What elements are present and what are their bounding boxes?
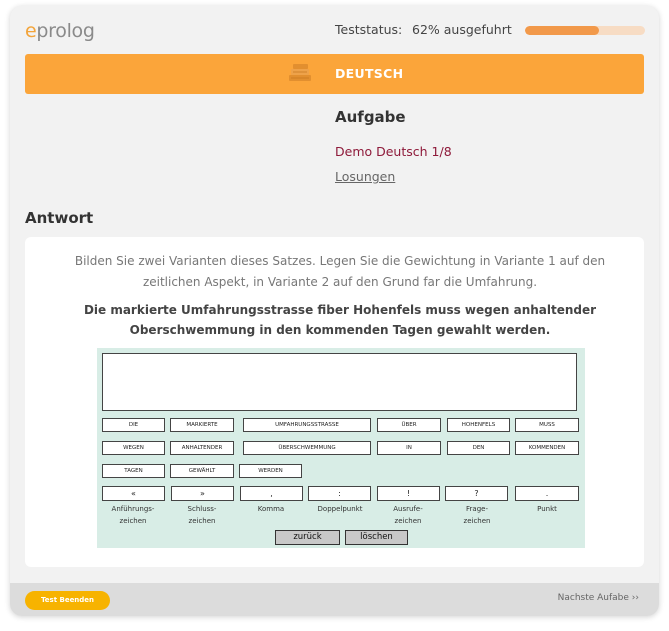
answer-card [25,237,644,567]
test-status-label: Teststatus: [335,22,403,37]
word-tile[interactable]: DEN [447,441,510,455]
progress-bar-fill [525,26,599,35]
test-status-value: 62% ausgefuhrt [412,22,512,37]
punctuation-label: Schluss- zeichen [187,505,217,525]
solutions-link[interactable]: Losungen [335,169,396,184]
word-tile[interactable]: DIE [102,418,165,432]
punctuation-exclamation-button[interactable]: ! [377,486,440,501]
end-test-button[interactable]: Test Beenden [25,591,110,610]
punctuation-comma-button[interactable]: , [240,486,303,501]
punctuation-label: Doppelpunkt [317,505,363,513]
punctuation-label: Punkt [537,505,557,513]
answer-input-area[interactable] [102,353,577,411]
subject-banner [25,54,644,94]
word-tile[interactable]: UMFAHRUNGSSTRASSE [243,418,371,432]
progress-bar [525,26,645,35]
word-tile[interactable]: MUSS [515,418,579,432]
punctuation-period-button[interactable]: . [515,486,579,501]
logo-letter-e: e [25,20,37,42]
word-tile[interactable]: KOMMENDEN [515,441,579,455]
punctuation-close-quote-button[interactable]: » [171,486,234,501]
punctuation-label: Frage- zeichen [463,505,491,525]
punctuation-question-button[interactable]: ? [445,486,508,501]
answer-heading: Antwort [25,209,94,227]
word-tile[interactable]: HOHENFELS [447,418,510,432]
punctuation-label: Anführungs- zeichen [111,505,155,525]
source-sentence: Die markierte Umfahrungsstrasse fiber Hohenfels muss wegen anhaltender Oberschwemmung in den kommenden Tagen gewahlt werden. [83,303,597,337]
task-heading: Aufgabe [335,108,406,126]
word-tile[interactable]: IN [377,441,441,455]
delete-button[interactable]: löschen [345,530,408,545]
subject-title: DEUTSCH [335,66,404,81]
word-tile[interactable]: WERDEN [239,464,302,478]
instruction-text: Bilden Sie zwei Varianten dieses Satzes. Legen Sie die Gewichtung in Variante 1 auf den zeitlichen Aspekt, in Variante 2 auf den Grund far die Umfahrung. [74,254,606,289]
punctuation-label: Ausrufe- zeichen [393,505,423,525]
word-tile[interactable]: ANHALTENDER [170,441,234,455]
punctuation-label: Komma [257,505,285,513]
eprolog-logo [25,20,95,42]
word-tile[interactable]: WEGEN [102,441,165,455]
word-tile[interactable]: ÜBERSCHWEMMUNG [243,441,371,455]
word-tile[interactable]: MARKIERTE [170,418,234,432]
app-window [10,6,659,616]
footer-bar [10,583,659,616]
word-tile[interactable]: ÜBER [377,418,441,432]
word-builder-panel [97,348,585,548]
back-button[interactable]: zurück [275,530,340,545]
logo-text: prolog [36,20,95,42]
books-icon [287,62,313,84]
word-tile[interactable]: GEWÄHLT [170,464,234,478]
punctuation-open-quote-button[interactable]: « [102,486,165,501]
word-tile[interactable]: TAGEN [102,464,165,478]
next-task-link[interactable]: Nachste Aufabe ›› [557,593,639,603]
punctuation-colon-button[interactable]: : [308,486,371,501]
task-name: Demo Deutsch 1/8 [335,144,452,159]
